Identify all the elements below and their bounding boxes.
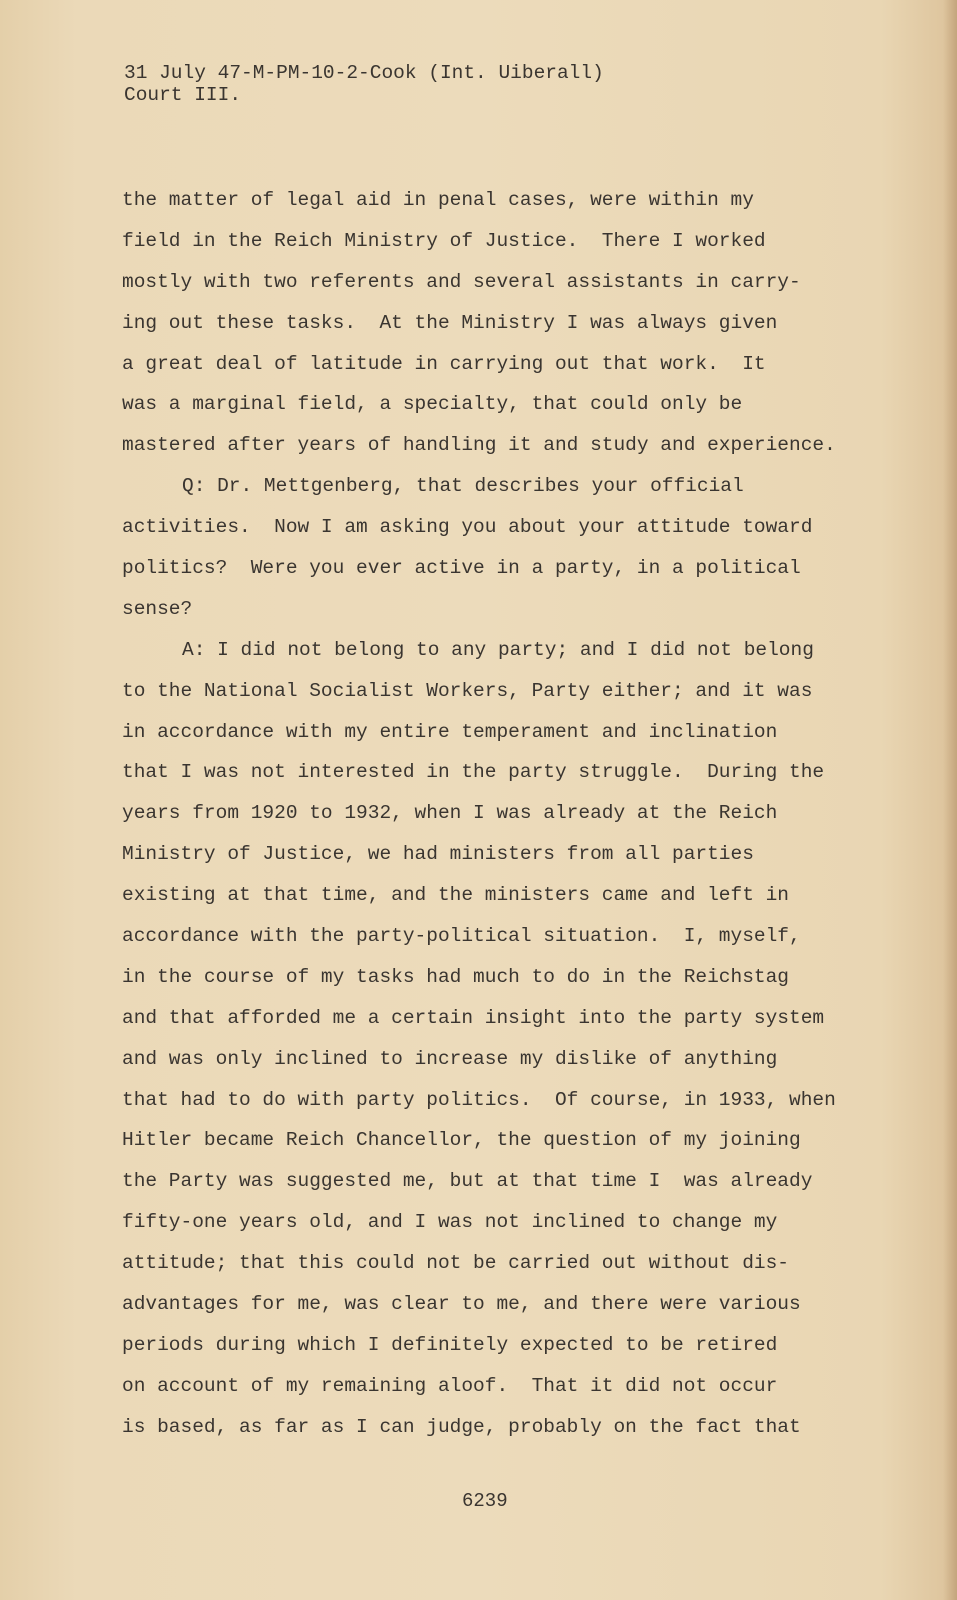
paper-edge-shadow — [943, 0, 957, 1600]
transcript-line: A: I did not belong to any party; and I did not belong — [182, 638, 814, 661]
transcript-line: Hitler became Reich Chancellor, the question of my joining — [122, 1129, 801, 1152]
transcript-line: Ministry of Justice, we had ministers from all parties — [122, 843, 754, 866]
page-number: 6239 — [462, 1490, 508, 1512]
header-line-court: Court III. — [124, 84, 242, 106]
transcript-line: ing out these tasks. At the Ministry I was always given — [122, 311, 778, 334]
transcript-line: to the National Socialist Workers, Party either; and it was — [122, 679, 813, 702]
transcript-line: existing at that time, and the ministers came and left in — [122, 884, 790, 907]
transcript-line: in accordance with my entire temperament and inclination — [122, 720, 778, 743]
transcript-line: field in the Reich Ministry of Justice. There I worked — [122, 229, 766, 252]
transcript-body — [122, 187, 836, 1455]
transcript-line: the Party was suggested me, but at that time I was already — [122, 1170, 813, 1193]
transcript-line: that had to do with party politics. Of course, in 1933, when — [122, 1088, 836, 1111]
transcript-line: is based, as far as I can judge, probably on the fact that — [122, 1415, 801, 1438]
transcript-line: accordance with the party-political situation. I, myself, — [122, 925, 801, 948]
transcript-line: the matter of legal aid in penal cases, were within my — [122, 189, 754, 211]
header-line-session: 31 July 47-M-PM-10-2-Cook (Int. Uiberall) — [124, 62, 604, 84]
transcript-line: mostly with two referents and several assistants in carry- — [122, 270, 801, 293]
transcript-line: Q: Dr. Mettgenberg, that describes your official — [182, 475, 744, 498]
transcript-line: sense? — [122, 597, 193, 620]
transcript-line: that I was not interested in the party struggle. During the — [122, 761, 825, 784]
transcript-line: in the course of my tasks had much to do in the Reichstag — [122, 965, 790, 988]
transcript-line: periods during which I definitely expected to be retired — [122, 1333, 778, 1356]
transcript-line: on account of my remaining aloof. That it did not occur — [122, 1374, 778, 1397]
transcript-line: was a marginal field, a specialty, that could only be — [122, 393, 743, 416]
transcript-line: a great deal of latitude in carrying out that work. It — [122, 352, 766, 375]
transcript-line: years from 1920 to 1932, when I was already at the Reich — [122, 802, 778, 825]
transcript-line: mastered after years of handling it and study and experience. — [122, 434, 836, 457]
transcript-line: fifty-one years old, and I was not inclined to change my — [122, 1211, 778, 1234]
transcript-line: activities. Now I am asking you about your attitude toward — [122, 516, 813, 539]
transcript-line: attitude; that this could not be carried out without dis- — [122, 1252, 790, 1275]
transcript-line: politics? Were you ever active in a party, in a political — [122, 557, 801, 580]
document-header — [124, 62, 604, 106]
transcript-line: and was only inclined to increase my dislike of anything — [122, 1047, 778, 1070]
transcript-line: and that afforded me a certain insight into the party system — [122, 1006, 825, 1029]
transcript-line: advantages for me, was clear to me, and there were various — [122, 1293, 801, 1316]
